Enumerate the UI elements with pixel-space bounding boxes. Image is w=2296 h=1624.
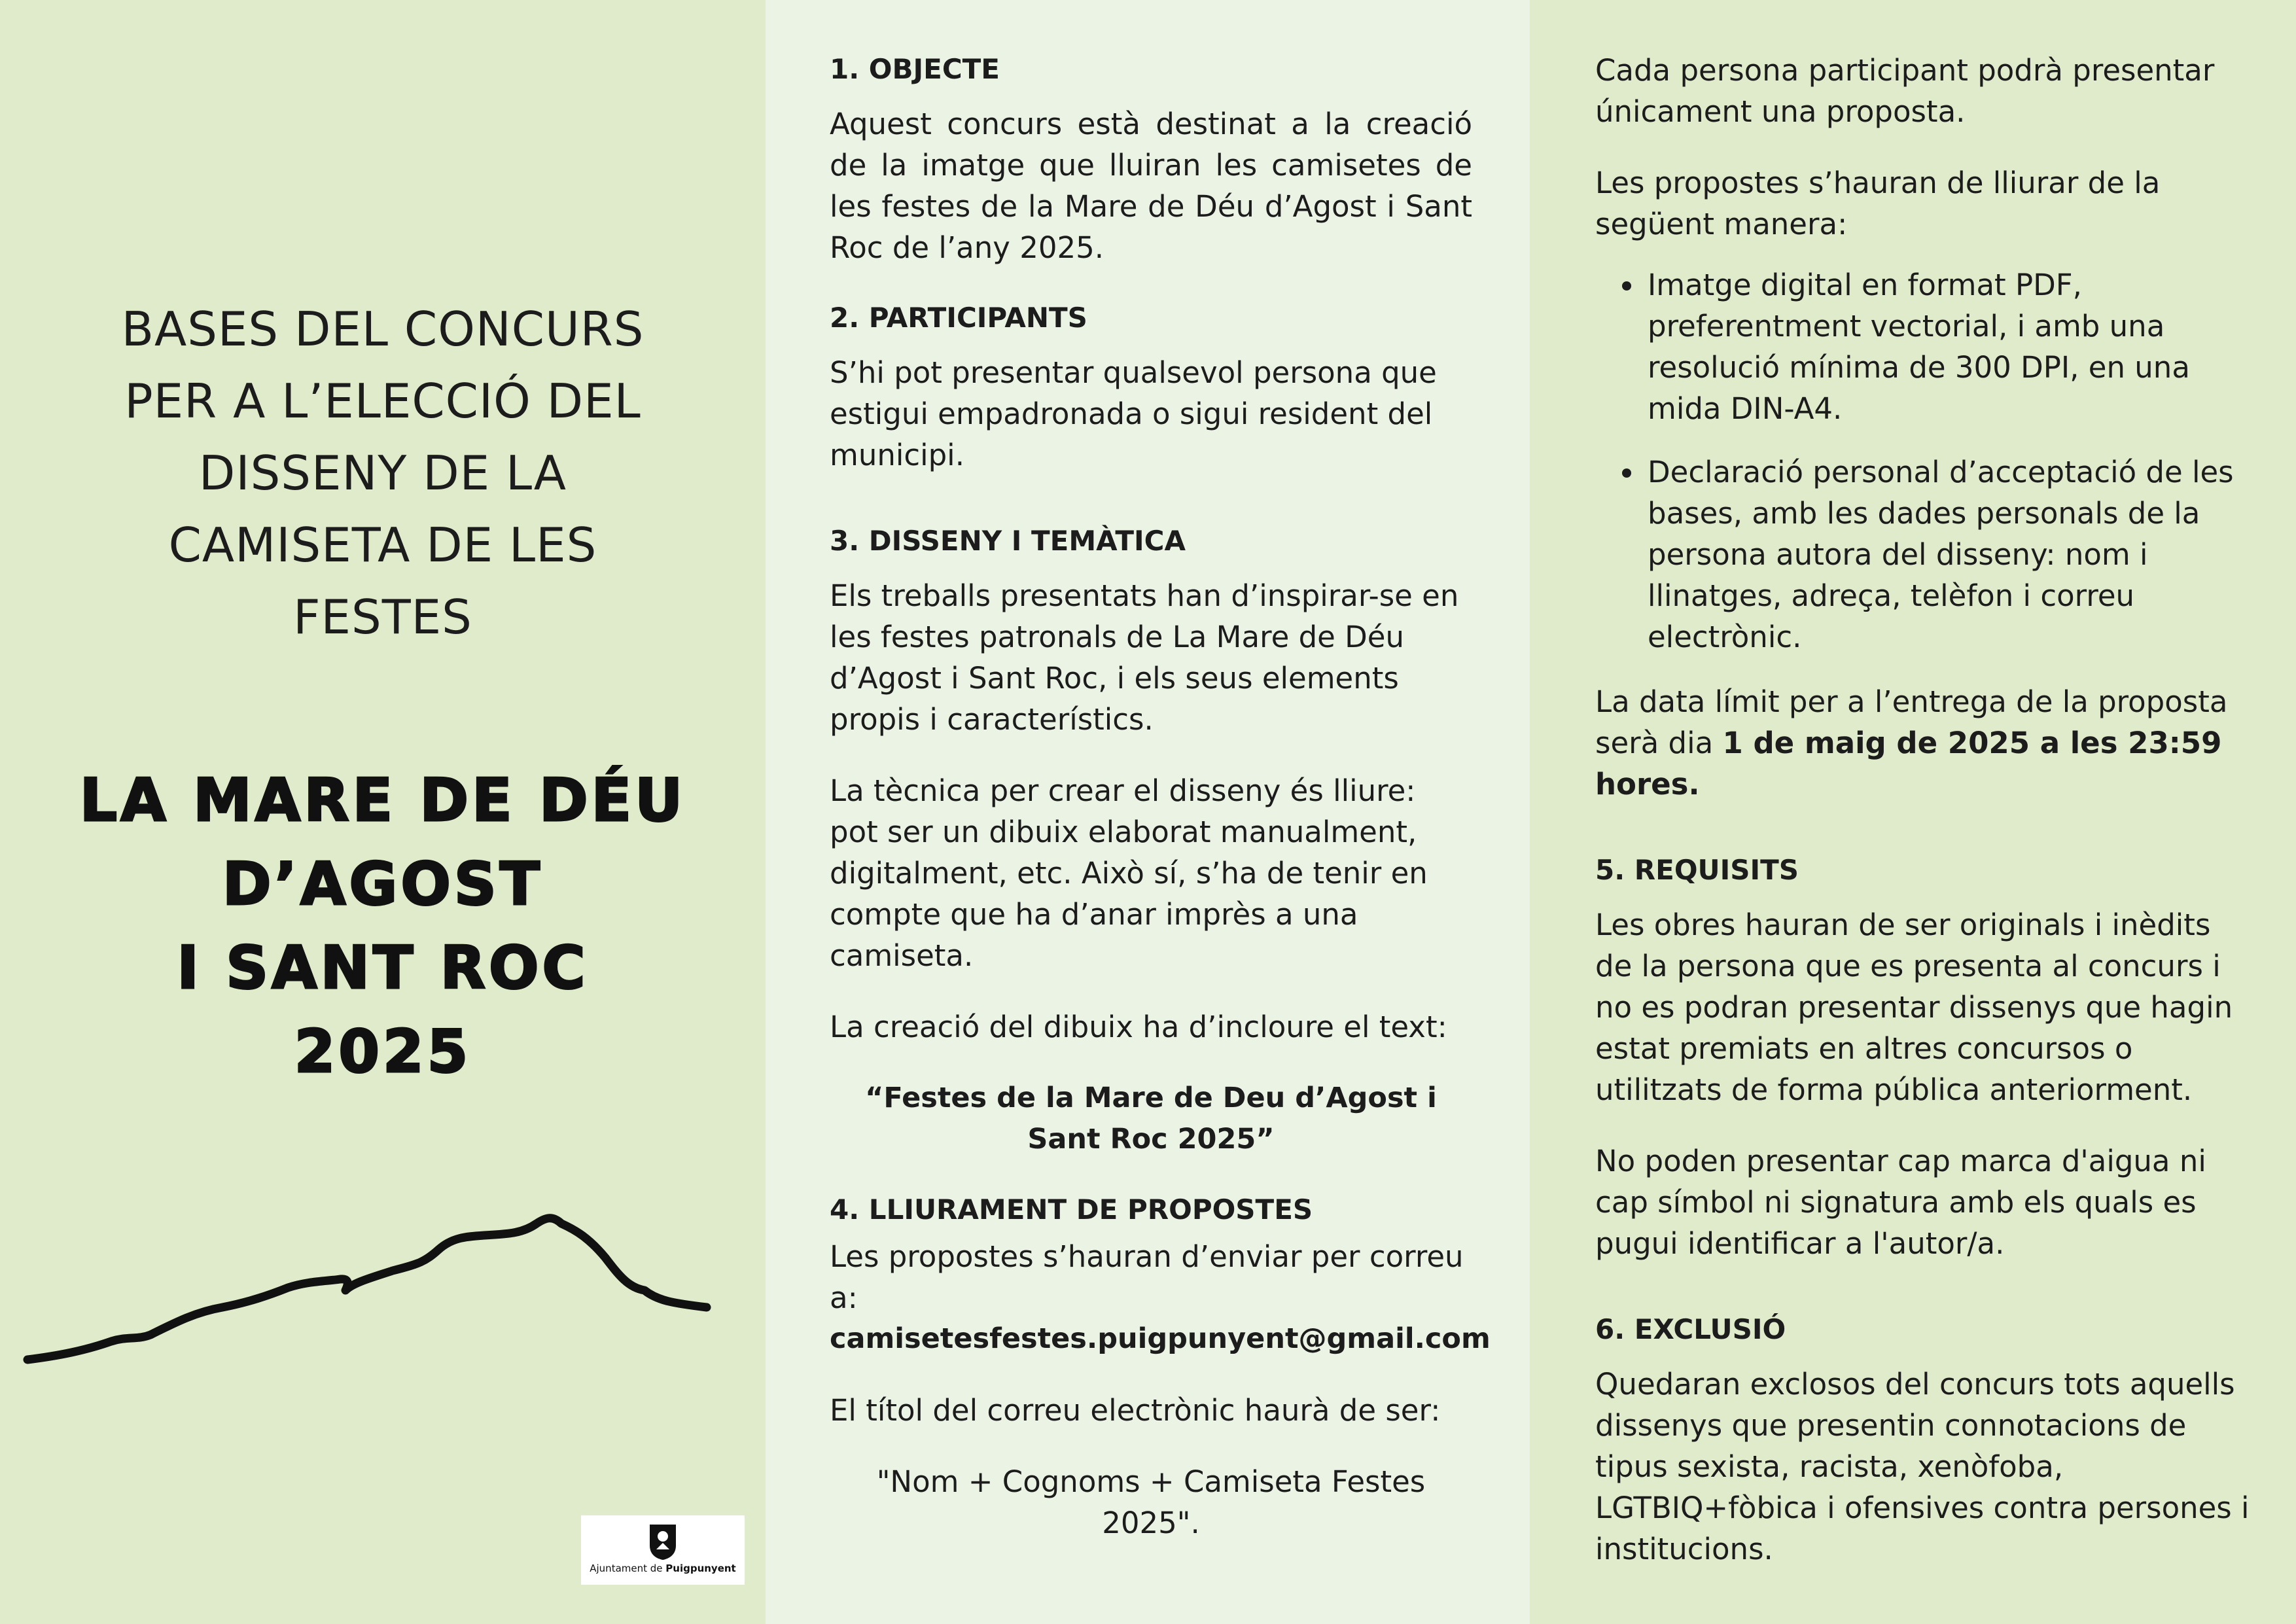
rules-panel-right (1530, 0, 2296, 1624)
rules-panel-middle (766, 0, 1530, 1624)
lliurament-text-1: Les propostes s’hauran d’enviar per correu a: (830, 1239, 1464, 1315)
contest-title-line: FESTES (293, 590, 472, 644)
section-heading-lliurament: 4. LLIURAMENT DE PROPOSTES (830, 1193, 1313, 1226)
section-heading-objecte: 1. OBJECTE (830, 53, 1000, 85)
town-hall-logo (581, 1515, 745, 1585)
festival-title-line: 2025 (294, 1017, 472, 1086)
list-item: • Declaració personal d’acceptació de les bases, amb les dades personals de la persona autora del disseny: nom i llinatges, adreça, telèfon i correu electrònic. (1645, 451, 2250, 658)
list-item: • Imatge digital en format PDF, preferentment vectorial, i amb una resolució mínima de 300 DPI, en una mida DIN-A4. (1645, 264, 2250, 429)
rules-column-middle (830, 50, 1491, 1574)
section-heading-participants: 2. PARTICIPANTS (830, 302, 1087, 334)
delivery-intro-text: Les propostes s’hauran de lliurar de la següent manera: (1595, 166, 2161, 241)
contact-email-link[interactable]: camisetesfestes.puigpunyent@gmail.com (830, 1322, 1491, 1355)
exclusio-text: Quedaran exclosos del concurs tots aquells dissenys que presentin connotacions de tipus sexista, racista, xenòfoba, LGTBIQ+fòbica i ofensives contra persones i institucions. (1595, 1367, 2250, 1566)
required-text-quote: “Festes de la Mare de Deu d’Agost i Sant Roc 2025” (865, 1082, 1437, 1156)
section-heading-exclusio: 6. EXCLUSIÓ (1595, 1313, 1786, 1345)
section-heading-requisits: 5. REQUISITS (1595, 854, 1799, 886)
delivery-requirements-list (1595, 264, 2250, 658)
coat-of-arms-icon (647, 1523, 679, 1561)
contest-title-line: CAMISETA DE LES (168, 518, 597, 573)
lliurament-text-2: El títol del correu electrònic haurà de ser: (830, 1393, 1441, 1428)
requisits-text-2: No poden presentar cap marca d'aigua ni cap símbol ni signatura amb els quals es pugui identificar a l'autor/a. (1595, 1144, 2206, 1261)
logo-caption-name: Puigpunyent (665, 1562, 736, 1574)
disseny-text-2: La tècnica per crear el disseny és lliure: pot ser un dibuix elaborat manualment, digitalment, etc. Això sí, s’ha de tenir en compte que ha d’anar imprès a una camiseta. (830, 773, 1428, 973)
requisits-text-1: Les obres hauran de ser originals i inèdits de la persona que es presenta al concurs i no es podran presentar dissenys que hagin estat premiats en altres concursos o utilitzats de forma pública anteriorment. (1595, 908, 2233, 1107)
cover-panel (0, 0, 766, 1624)
contest-title-line: PER A L’ELECCIÓ DEL (124, 374, 641, 429)
rules-column-right (1595, 50, 2250, 1600)
objecte-text: Aquest concurs està destinat a la creació de la imatge que lluiran les camisetes de les festes de la Mare de Déu d’Agost i Sant Roc de l’any 2025. (830, 107, 1472, 265)
deadline-prefix: La data límit per a l’entrega de la proposta serà dia (1595, 684, 2228, 760)
contest-title (46, 293, 720, 653)
deadline-date: 1 de maig de 2025 a les 23:59 hores. (1595, 726, 2222, 802)
festival-title-line: D’AGOST (222, 850, 544, 919)
email-subject-format: "Nom + Cognoms + Camiseta Festes 2025". (876, 1464, 1426, 1540)
festival-title-line: I SANT ROC (177, 934, 589, 1002)
festival-title (46, 759, 720, 1094)
logo-caption (581, 1561, 745, 1576)
participants-text: S’hi pot presentar qualsevol persona que estigui empadronada o sigui resident del municipi. (830, 355, 1437, 472)
contest-title-line: DISSENY DE LA (198, 446, 567, 501)
logo-caption-prefix: Ajuntament de (590, 1562, 666, 1574)
festival-title-line: LA MARE DE DÉU (79, 766, 686, 835)
mountain-silhouette-icon (20, 1204, 726, 1374)
disseny-text-1: Els treballs presentats han d’inspirar-se en les festes patronals de La Mare de Déu d’Agost i Sant Roc, i els seus elements propis i característics. (830, 578, 1459, 737)
contest-title-line: BASES DEL CONCURS (121, 302, 645, 357)
deadline-text (1595, 681, 2250, 805)
disseny-text-3: La creació del dibuix ha d’incloure el text: (830, 1010, 1447, 1044)
section-heading-disseny: 3. DISSENY I TEMÀTICA (830, 525, 1186, 557)
one-proposal-text: Cada persona participant podrà presentar únicament una proposta. (1595, 53, 2215, 129)
